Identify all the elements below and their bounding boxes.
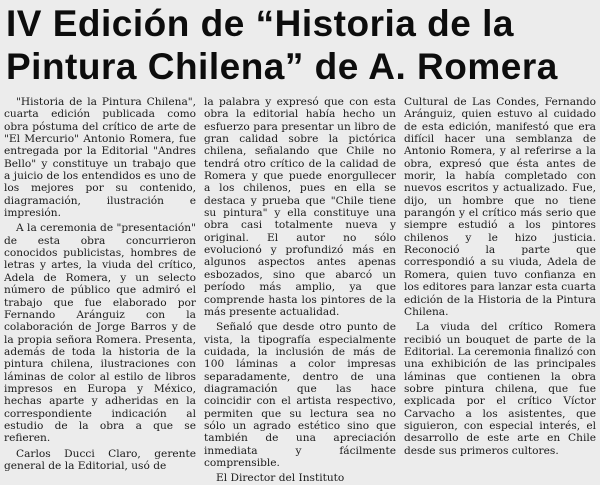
article-body [4,96,596,484]
paragraph: El Director del Instituto [216,472,345,484]
paragraph: A la ceremonia de "presentación" de esta obra concurrieron conocidos publicistas, hombres de letras y artes, la viuda del crítico, Adela de Romera, y un selecto número de público que admiró el trabajo que fue elaborado por Fernando Aránguiz con la colaboración de Jorge Barros y de la propia señora Romera. Presenta, además de toda la historia de la pintura chilena, ilustraciones con láminas de color al estilo de libros impresos en Europa y México, hechas aparte y adheridas en la correspondiente indicación al estudio de la obra a que se refieren. [4,222,196,445]
paragraph: "Historia de la Pintura Chilena", cuarta edición publicada como obra póstuma del crítico de arte de "El Mercurio" Antonio Romera, fue entregada por la Editorial "Andres Bello" y constituye un trabajo que a juicio de los entendidos es uno de los mejores por su contenido, diagramación, ilustración e impresión. [4,96,196,220]
headline-line-1: IV Edición de “Historia de la [6,3,514,44]
paragraph: Señaló que desde otro punto de vista, la tipografía especialmente cuidada, la inclusión de más de 100 láminas a color impresas separadamente, dentro de una diagramación que las hace coincidir con el artista respectivo, permiten que su lectura sea no sólo un agrado estético sino que también de una apreciación inmediata y fácilmente comprensible. [204,321,396,469]
paragraph: La viuda del crítico Romera recibió un bouquet de parte de la Editorial. La ceremonia finalizó con una exhibición de las principales láminas que contienen la obra sobre pintura chilena, que fue explicada por el crítico Víctor Carvacho a los asistentes, que siguieron, con especial interés, el desarrollo de este arte en Chile desde sus primeros cultores. [404,321,596,457]
paragraph: Carlos Ducci Claro, gerente general de la Editorial, usó de [4,447,196,472]
paragraph: Cultural de Las Condes, Fernando Aránguiz, quien estuvo al cuidado de esta edición, manifestó que era difícil hacer una semblanza de Antonio Romera, y al referirse a la obra, expresó que ésta antes de morir, la había completado con nuevos escritos y actualizado. Fue, dijo, un hombre que no tiene parangón y el crítico más serio que siempre estudió a los pintores chilenos y le hizo justicia. Reconoció la parte que correspondió a su viuda, Adela de Romera, quien tuvo confianza en los editores para lanzar esta cuarta edición de la Historia de la Pintura Chilena. [404,96,596,318]
article-column-2 [204,96,396,484]
headline-line-2: Pintura Chilena” de A. Romera [6,46,558,87]
article-column-1 [4,96,196,484]
article-headline [6,2,594,88]
article-column-3 [404,96,596,484]
paragraph: la palabra y expresó que con esta obra la editorial había hecho un esfuerzo para presentar un libro de gran calidad sobre la pictórica chilena, señalando que Chile no tendrá otro crítico de la calidad de Romera y que puede enorgullecer a los chilenos, pues en ella se destaca y prueba que "Chile tiene su pintura" y ella constituye una obra casi totalmente nueva y original. El autor no sólo evolucionó y profundizó más en algunos aspectos antes apenas esbozados, sino que abarcó un período más amplio, ya que comprende hasta los pintores de la más presente actualidad. [204,96,396,318]
